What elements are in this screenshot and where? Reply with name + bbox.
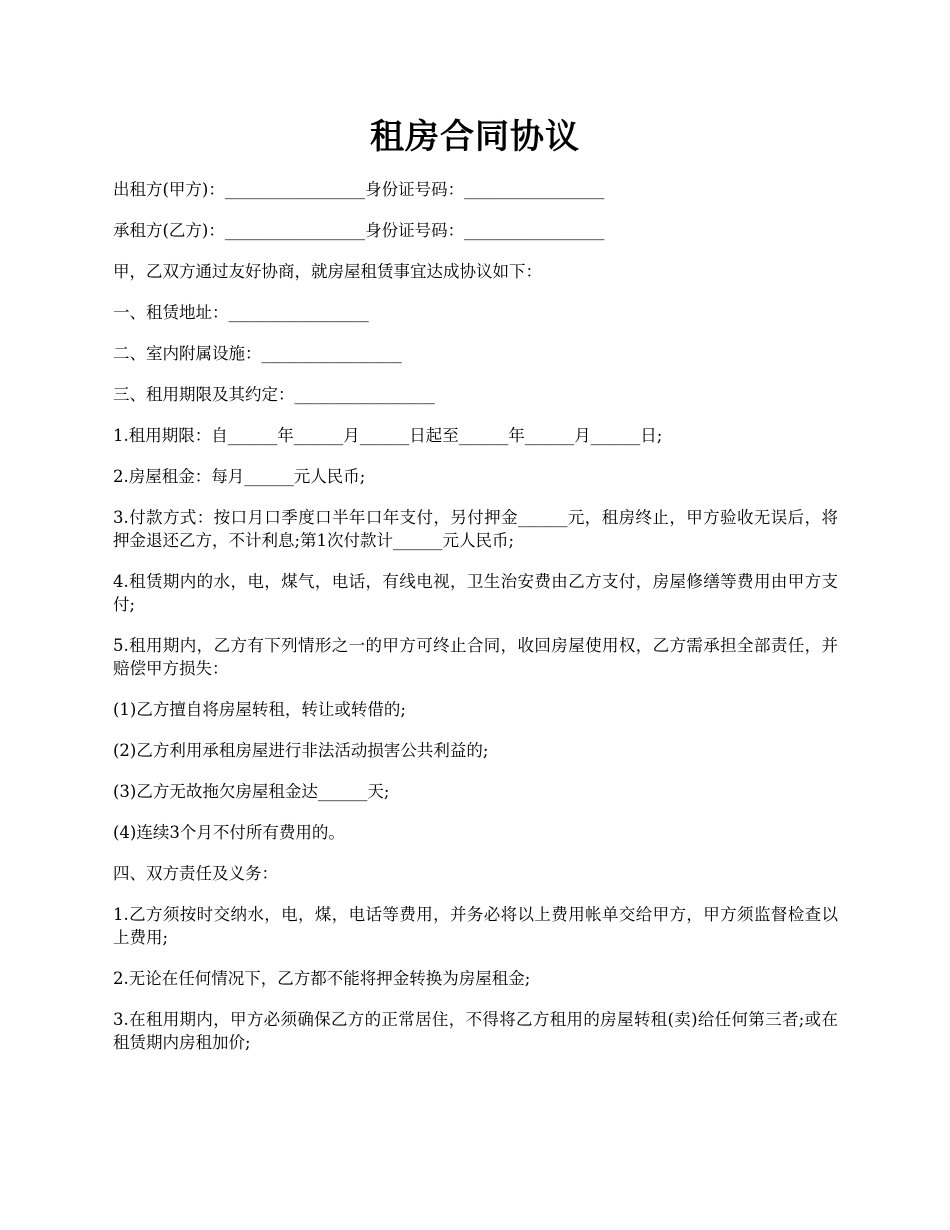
paragraph-rent: 2.房屋租金：每月______元人民币; [113, 467, 366, 486]
paragraph-termination-case-4: (4)连续3个月不付所有费用的。 [113, 823, 345, 842]
paragraph-termination-case-2: (2)乙方利用承租房屋进行非法活动损害公共利益的; [113, 741, 489, 760]
paragraph-utilities: 4.租赁期内的水，电，煤气，电话，有线电视，卫生治安费由乙方支付，房屋修缮等费用由甲方支付; [113, 572, 838, 614]
paragraph-termination-case-1: (1)乙方擅自将房屋转租，转让或转借的; [113, 700, 406, 719]
paragraph-lessor: 出租方(甲方)：_________________身份证号码：_________________ [113, 180, 605, 199]
paragraph-intro: 甲，乙双方通过友好协商，就房屋租赁事宜达成协议如下： [113, 262, 542, 281]
paragraph-term-period: 1.租用期限：自______年______月______日起至______年______月______日; [113, 426, 663, 445]
document-title: 租房合同协议 [370, 117, 580, 157]
paragraph-section-4-duties: 四、双方责任及义务： [113, 864, 278, 883]
paragraph-section-1-address: 一、租赁地址：_________________ [113, 303, 369, 322]
paragraph-section-2-facilities: 二、室内附属设施：_________________ [113, 344, 402, 363]
paragraph-lessee: 承租方(乙方)：_________________身份证号码：_________________ [113, 221, 605, 240]
paragraph-termination-case-3: (3)乙方无故拖欠房屋租金达______天; [113, 782, 390, 801]
paragraph-duty-1: 1.乙方须按时交纳水，电，煤，电话等费用，并务必将以上费用帐单交给甲方，甲方须监督检查以上费用; [113, 905, 838, 947]
paragraph-termination: 5.租用期内，乙方有下列情形之一的甲方可终止合同，收回房屋使用权，乙方需承担全部责任，并赔偿甲方损失： [113, 636, 838, 678]
paragraph-duty-2: 2.无论在任何情况下，乙方都不能将押金转换为房屋租金; [113, 969, 531, 988]
paragraph-duty-3: 3.在租用期内，甲方必须确保乙方的正常居住，不得将乙方租用的房屋转租(卖)给任何第三者;或在租赁期内房租加价; [113, 1010, 838, 1052]
paragraph-payment: 3.付款方式：按口月口季度口半年口年支付，另付押金______元，租房终止，甲方验收无误后，将押金退还乙方，不计利息;第1次付款计______元人民币; [113, 508, 838, 550]
document-body [113, 178, 838, 1072]
paragraph-section-3-term: 三、租用期限及其约定：_________________ [113, 385, 435, 404]
